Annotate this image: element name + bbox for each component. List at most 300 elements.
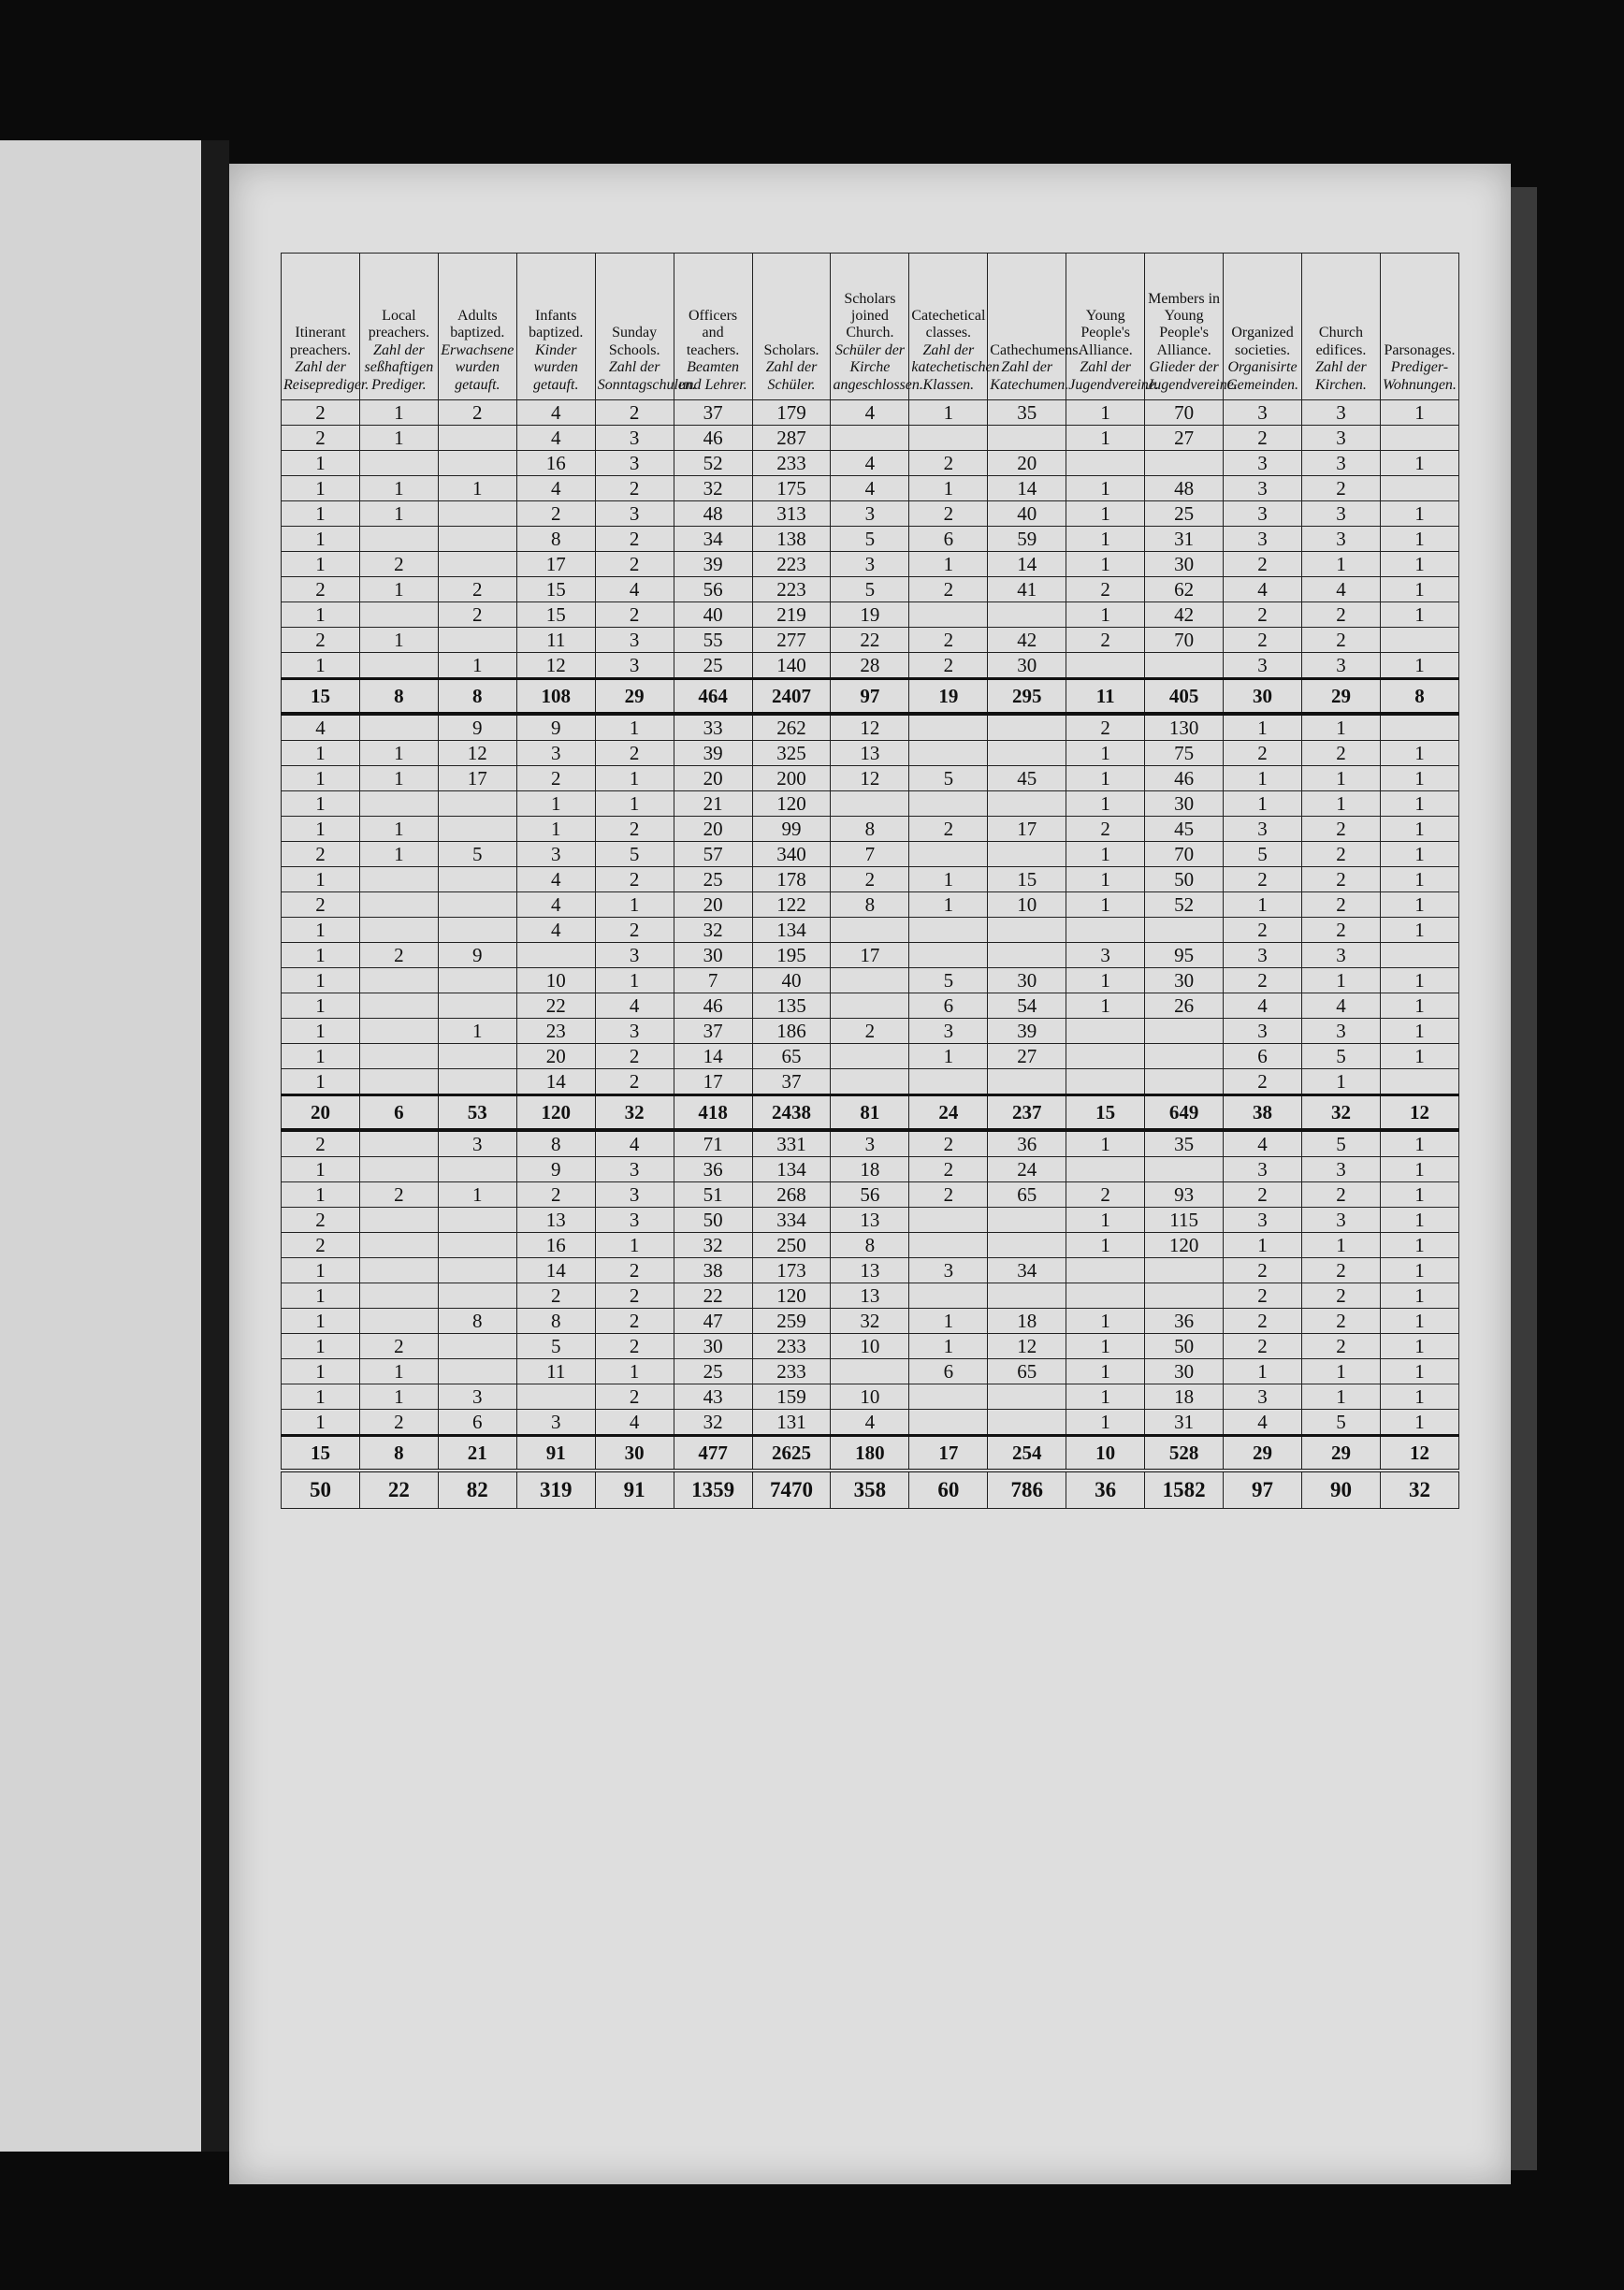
table-row (282, 766, 1459, 791)
table-cell: 325 (752, 741, 831, 766)
table-cell: 12 (1380, 1095, 1458, 1131)
table-cell (438, 1069, 516, 1095)
table-cell: 17 (988, 817, 1066, 842)
table-cell: 2 (1224, 918, 1302, 943)
table-cell: 12 (516, 653, 595, 679)
table-cell: 1 (1380, 1208, 1458, 1233)
table-row (282, 602, 1459, 628)
table-cell: 2 (595, 552, 674, 577)
table-cell (359, 527, 438, 552)
table-cell: 2 (595, 1069, 674, 1095)
table-cell (1066, 1069, 1145, 1095)
table-cell: 17 (516, 552, 595, 577)
table-cell: 13 (831, 1208, 909, 1233)
table-cell: 90 (1301, 1471, 1380, 1509)
table-cell (1066, 1157, 1145, 1182)
table-cell: 39 (674, 552, 752, 577)
table-cell: 15 (282, 1436, 360, 1471)
table-cell: 2 (359, 552, 438, 577)
table-cell: 195 (752, 943, 831, 968)
table-cell: 3 (831, 552, 909, 577)
table-cell: 15 (988, 867, 1066, 892)
table-row (282, 1157, 1459, 1182)
table-cell: 1 (1301, 791, 1380, 817)
table-cell: 2 (438, 602, 516, 628)
table-cell: 2 (516, 1182, 595, 1208)
table-cell: 1 (282, 1334, 360, 1359)
table-cell (988, 1069, 1066, 1095)
table-cell: 1 (1380, 1182, 1458, 1208)
table-cell: 19 (909, 679, 988, 715)
table-cell: 2 (1301, 476, 1380, 501)
table-cell: 2 (1224, 602, 1302, 628)
table-cell: 2 (1301, 817, 1380, 842)
table-cell: 358 (831, 1471, 909, 1509)
table-cell: 1 (909, 867, 988, 892)
table-cell: 9 (438, 943, 516, 968)
table-cell (909, 1208, 988, 1233)
table-cell: 2 (1066, 1182, 1145, 1208)
table-cell (438, 993, 516, 1019)
table-cell: 2 (1301, 1334, 1380, 1359)
table-cell (359, 1157, 438, 1182)
table-cell: 1 (282, 943, 360, 968)
table-row (282, 1233, 1459, 1258)
table-cell: 8 (516, 1130, 595, 1157)
table-cell: 1 (1066, 426, 1145, 451)
table-cell: 1 (1380, 1130, 1458, 1157)
table-cell: 4 (282, 714, 360, 741)
table-row (282, 993, 1459, 1019)
table-cell: 42 (1145, 602, 1224, 628)
table-cell: 7 (831, 842, 909, 867)
table-cell: 179 (752, 400, 831, 426)
table-cell: 1 (1301, 1359, 1380, 1384)
table-cell (359, 653, 438, 679)
table-cell: 1 (1066, 892, 1145, 918)
table-cell (359, 1283, 438, 1309)
table-cell: 200 (752, 766, 831, 791)
table-cell: 50 (1145, 867, 1224, 892)
table-cell: 2 (909, 817, 988, 842)
table-cell: 2 (909, 1130, 988, 1157)
table-cell: 120 (752, 791, 831, 817)
column-header-english: Scholars. (763, 341, 819, 358)
table-cell: 42 (988, 628, 1066, 653)
table-cell: 1 (282, 968, 360, 993)
table-cell: 1 (595, 1359, 674, 1384)
table-cell: 2 (595, 1258, 674, 1283)
table-cell (988, 741, 1066, 766)
table-cell: 1 (282, 918, 360, 943)
table-cell: 1 (1380, 968, 1458, 993)
table-cell: 1 (282, 527, 360, 552)
column-header-german: Organisirte Gemeinden. (1226, 359, 1298, 393)
table-row (282, 1044, 1459, 1069)
table-cell (438, 1359, 516, 1384)
table-cell: 3 (831, 501, 909, 527)
table-cell: 2 (1301, 892, 1380, 918)
table-cell: 40 (988, 501, 1066, 527)
table-cell (909, 1410, 988, 1436)
table-cell: 259 (752, 1309, 831, 1334)
table-cell (909, 943, 988, 968)
table-cell: 2 (516, 501, 595, 527)
table-cell: 4 (516, 918, 595, 943)
table-cell (988, 943, 1066, 968)
table-cell (438, 1233, 516, 1258)
table-cell: 3 (595, 451, 674, 476)
table-cell: 3 (1224, 501, 1302, 527)
table-cell: 1 (1066, 1208, 1145, 1233)
table-row (282, 791, 1459, 817)
table-cell: 1 (909, 476, 988, 501)
table-row (282, 501, 1459, 527)
table-cell: 13 (831, 741, 909, 766)
table-cell: 250 (752, 1233, 831, 1258)
table-cell: 24 (988, 1157, 1066, 1182)
table-cell: 18 (831, 1157, 909, 1182)
table-cell: 3 (1224, 817, 1302, 842)
table-cell: 331 (752, 1130, 831, 1157)
table-cell (359, 918, 438, 943)
column-header (988, 254, 1082, 400)
table-cell (988, 842, 1066, 867)
table-cell: 5 (1224, 842, 1302, 867)
table-cell: 1 (282, 653, 360, 679)
table-cell: 13 (831, 1283, 909, 1309)
table-cell: 3 (1224, 527, 1302, 552)
table-cell: 1 (1066, 552, 1145, 577)
table-cell: 1 (1380, 577, 1458, 602)
table-cell (359, 1258, 438, 1283)
table-cell: 2 (595, 867, 674, 892)
column-header-german: Zahl der Sonntagschulen. (597, 359, 697, 393)
table-cell: 4 (1224, 1130, 1302, 1157)
table-cell: 1 (282, 501, 360, 527)
table-cell: 2 (1224, 426, 1302, 451)
table-cell: 219 (752, 602, 831, 628)
column-header (1380, 254, 1458, 400)
table-cell: 28 (831, 653, 909, 679)
table-cell: 20 (988, 451, 1066, 476)
table-row (282, 451, 1459, 476)
column-header-german: Kinder wurden getauft. (533, 341, 579, 393)
table-header (282, 254, 1459, 400)
table-cell: 233 (752, 1359, 831, 1384)
table-cell (1066, 1283, 1145, 1309)
table-cell (438, 426, 516, 451)
table-cell (1066, 918, 1145, 943)
table-cell: 3 (1224, 1208, 1302, 1233)
table-cell: 22 (831, 628, 909, 653)
table-cell (438, 1334, 516, 1359)
table-cell: 1 (1066, 1410, 1145, 1436)
table-cell: 36 (1066, 1471, 1145, 1509)
table-cell: 1 (1380, 400, 1458, 426)
table-cell (359, 968, 438, 993)
table-cell: 6 (1224, 1044, 1302, 1069)
table-cell: 29 (1301, 679, 1380, 715)
table-cell: 1 (282, 1019, 360, 1044)
table-cell: 1 (1380, 993, 1458, 1019)
table-cell: 237 (988, 1095, 1066, 1131)
section-total-row (282, 1436, 1459, 1471)
table-cell: 1 (1380, 501, 1458, 527)
table-cell: 39 (674, 741, 752, 766)
table-cell: 3 (595, 1019, 674, 1044)
table-cell: 93 (1145, 1182, 1224, 1208)
table-cell: 2 (1301, 741, 1380, 766)
table-cell: 1 (1380, 842, 1458, 867)
table-cell: 134 (752, 1157, 831, 1182)
table-cell: 5 (1301, 1044, 1380, 1069)
table-cell: 46 (674, 993, 752, 1019)
table-cell: 3 (1224, 476, 1302, 501)
table-cell: 4 (1224, 1410, 1302, 1436)
table-cell (988, 1208, 1066, 1233)
table-cell (359, 1309, 438, 1334)
table-cell: 12 (988, 1334, 1066, 1359)
column-header-english: Organized societies. (1231, 325, 1294, 358)
table-cell (438, 1283, 516, 1309)
table-cell: 340 (752, 842, 831, 867)
table-cell: 8 (831, 1233, 909, 1258)
table-cell (359, 1069, 438, 1095)
table-cell: 1 (516, 817, 595, 842)
table-cell: 41 (988, 577, 1066, 602)
table-cell: 1 (282, 1182, 360, 1208)
table-cell: 2 (595, 400, 674, 426)
table-cell: 6 (438, 1410, 516, 1436)
table-cell: 2 (1224, 552, 1302, 577)
table-cell: 2 (595, 527, 674, 552)
table-cell: 3 (909, 1019, 988, 1044)
table-cell: 1 (359, 501, 438, 527)
table-cell: 120 (1145, 1233, 1224, 1258)
table-cell (909, 1069, 988, 1095)
table-cell: 1 (1066, 501, 1145, 527)
table-cell: 3 (1224, 653, 1302, 679)
table-cell: 1 (1301, 714, 1380, 741)
table-cell: 268 (752, 1182, 831, 1208)
table-cell: 1 (595, 766, 674, 791)
table-cell: 26 (1145, 993, 1224, 1019)
table-cell: 528 (1145, 1436, 1224, 1471)
table-cell: 2438 (752, 1095, 831, 1131)
table-cell: 7 (674, 968, 752, 993)
table-cell: 2407 (752, 679, 831, 715)
table-cell: 4 (595, 1410, 674, 1436)
table-cell: 1 (909, 1309, 988, 1334)
table-cell: 1 (282, 1069, 360, 1095)
table-cell: 4 (831, 476, 909, 501)
table-cell: 130 (1145, 714, 1224, 741)
table-cell: 1 (282, 1258, 360, 1283)
table-cell: 24 (909, 1095, 988, 1131)
table-cell: 2 (595, 918, 674, 943)
table-cell (359, 1019, 438, 1044)
table-cell: 3 (516, 1410, 595, 1436)
table-cell: 21 (438, 1436, 516, 1471)
table-cell (359, 1233, 438, 1258)
column-header-english: Sunday Schools. (608, 325, 660, 358)
table-cell: 1 (282, 741, 360, 766)
table-cell (438, 1044, 516, 1069)
table-cell: 138 (752, 527, 831, 552)
table-cell: 464 (674, 679, 752, 715)
column-header-german: Zahl der Jugendvereine. (1068, 359, 1159, 393)
table-cell: 70 (1145, 400, 1224, 426)
table-cell (516, 1384, 595, 1410)
table-cell: 2 (1224, 1283, 1302, 1309)
table-cell: 3 (1224, 451, 1302, 476)
table-row (282, 968, 1459, 993)
column-header-english: Cathechumens. (990, 341, 1082, 358)
table-cell: 3 (595, 943, 674, 968)
table-cell: 1 (1224, 892, 1302, 918)
table-cell (909, 1283, 988, 1309)
table-row (282, 1208, 1459, 1233)
table-cell: 70 (1145, 628, 1224, 653)
book-gutter (201, 140, 229, 2152)
table-cell: 1 (1066, 1130, 1145, 1157)
table-cell: 1 (282, 451, 360, 476)
table-cell: 2 (595, 602, 674, 628)
table-cell: 1 (1066, 527, 1145, 552)
table-cell: 4 (1301, 577, 1380, 602)
table-cell: 2 (359, 943, 438, 968)
table-cell: 2 (595, 476, 674, 501)
table-cell: 3 (1301, 1208, 1380, 1233)
table-cell: 7470 (752, 1471, 831, 1509)
table-cell: 1 (1066, 791, 1145, 817)
table-cell: 1 (1380, 1157, 1458, 1182)
table-cell (1145, 918, 1224, 943)
table-cell: 3 (1301, 451, 1380, 476)
table-cell (831, 1069, 909, 1095)
table-cell: 30 (1145, 968, 1224, 993)
table-cell: 60 (909, 1471, 988, 1509)
table-cell: 32 (674, 1410, 752, 1436)
table-cell: 52 (674, 451, 752, 476)
table-row (282, 400, 1459, 426)
table-cell: 108 (516, 679, 595, 715)
table-cell: 2 (282, 426, 360, 451)
table-cell: 1 (1380, 918, 1458, 943)
table-row (282, 527, 1459, 552)
table-cell: 3 (1301, 1019, 1380, 1044)
column-header (1301, 254, 1380, 400)
table-cell: 6 (909, 1359, 988, 1384)
table-cell: 2 (359, 1182, 438, 1208)
table-cell: 3 (1224, 400, 1302, 426)
table-cell: 1 (282, 993, 360, 1019)
table-cell: 2 (516, 1283, 595, 1309)
table-cell: 1 (282, 817, 360, 842)
table-cell: 2 (516, 766, 595, 791)
table-cell: 180 (831, 1436, 909, 1471)
table-cell: 2 (282, 577, 360, 602)
table-cell: 2 (831, 1019, 909, 1044)
table-cell (831, 1359, 909, 1384)
section-total-row (282, 1095, 1459, 1131)
table-cell: 1 (359, 766, 438, 791)
table-cell (359, 1044, 438, 1069)
table-cell: 1 (282, 1157, 360, 1182)
table-cell: 262 (752, 714, 831, 741)
table-cell (909, 1384, 988, 1410)
table-cell: 2 (909, 628, 988, 653)
table-cell: 37 (674, 400, 752, 426)
column-header (359, 254, 438, 400)
table-cell: 3 (595, 426, 674, 451)
column-header-german: Zahl der katechetischen Klassen. (911, 341, 1000, 393)
table-cell (438, 1208, 516, 1233)
table-cell: 8 (831, 817, 909, 842)
table-cell (988, 918, 1066, 943)
table-cell: 4 (831, 400, 909, 426)
table-cell: 3 (516, 741, 595, 766)
table-cell: 32 (674, 918, 752, 943)
table-cell: 2 (1224, 1069, 1302, 1095)
table-cell: 5 (909, 968, 988, 993)
table-cell: 2 (1224, 1182, 1302, 1208)
column-header (1224, 254, 1302, 400)
table-cell (909, 602, 988, 628)
table-cell: 2 (1066, 817, 1145, 842)
table-cell: 313 (752, 501, 831, 527)
table-cell: 1 (1224, 714, 1302, 741)
table-cell: 32 (595, 1095, 674, 1131)
table-cell (988, 791, 1066, 817)
table-cell: 1 (1066, 1359, 1145, 1384)
table-cell (988, 1384, 1066, 1410)
table-cell: 10 (1066, 1436, 1145, 1471)
table-cell (831, 918, 909, 943)
table-cell: 1 (1066, 1384, 1145, 1410)
table-row (282, 1069, 1459, 1095)
table-cell: 50 (1145, 1334, 1224, 1359)
table-cell: 2 (595, 1044, 674, 1069)
table-cell: 6 (909, 993, 988, 1019)
table-cell: 223 (752, 552, 831, 577)
table-cell: 334 (752, 1208, 831, 1233)
table-cell: 1 (282, 602, 360, 628)
column-header (674, 254, 752, 400)
table-cell (438, 501, 516, 527)
table-cell: 2 (1066, 628, 1145, 653)
table-cell: 477 (674, 1436, 752, 1471)
table-cell (831, 993, 909, 1019)
table-cell: 3 (1066, 943, 1145, 968)
table-cell: 1 (1380, 653, 1458, 679)
table-cell: 4 (595, 577, 674, 602)
table-cell (1145, 451, 1224, 476)
table-cell: 9 (438, 714, 516, 741)
table-cell: 2 (595, 741, 674, 766)
table-cell: 3 (1224, 1019, 1302, 1044)
table-cell: 16 (516, 451, 595, 476)
table-cell: 2 (1224, 628, 1302, 653)
table-cell: 1 (359, 400, 438, 426)
table-cell: 12 (831, 714, 909, 741)
table-cell (988, 1233, 1066, 1258)
table-cell: 2 (909, 1157, 988, 1182)
table-cell: 3 (595, 1157, 674, 1182)
table-cell: 1 (1380, 1359, 1458, 1384)
table-row (282, 1384, 1459, 1410)
